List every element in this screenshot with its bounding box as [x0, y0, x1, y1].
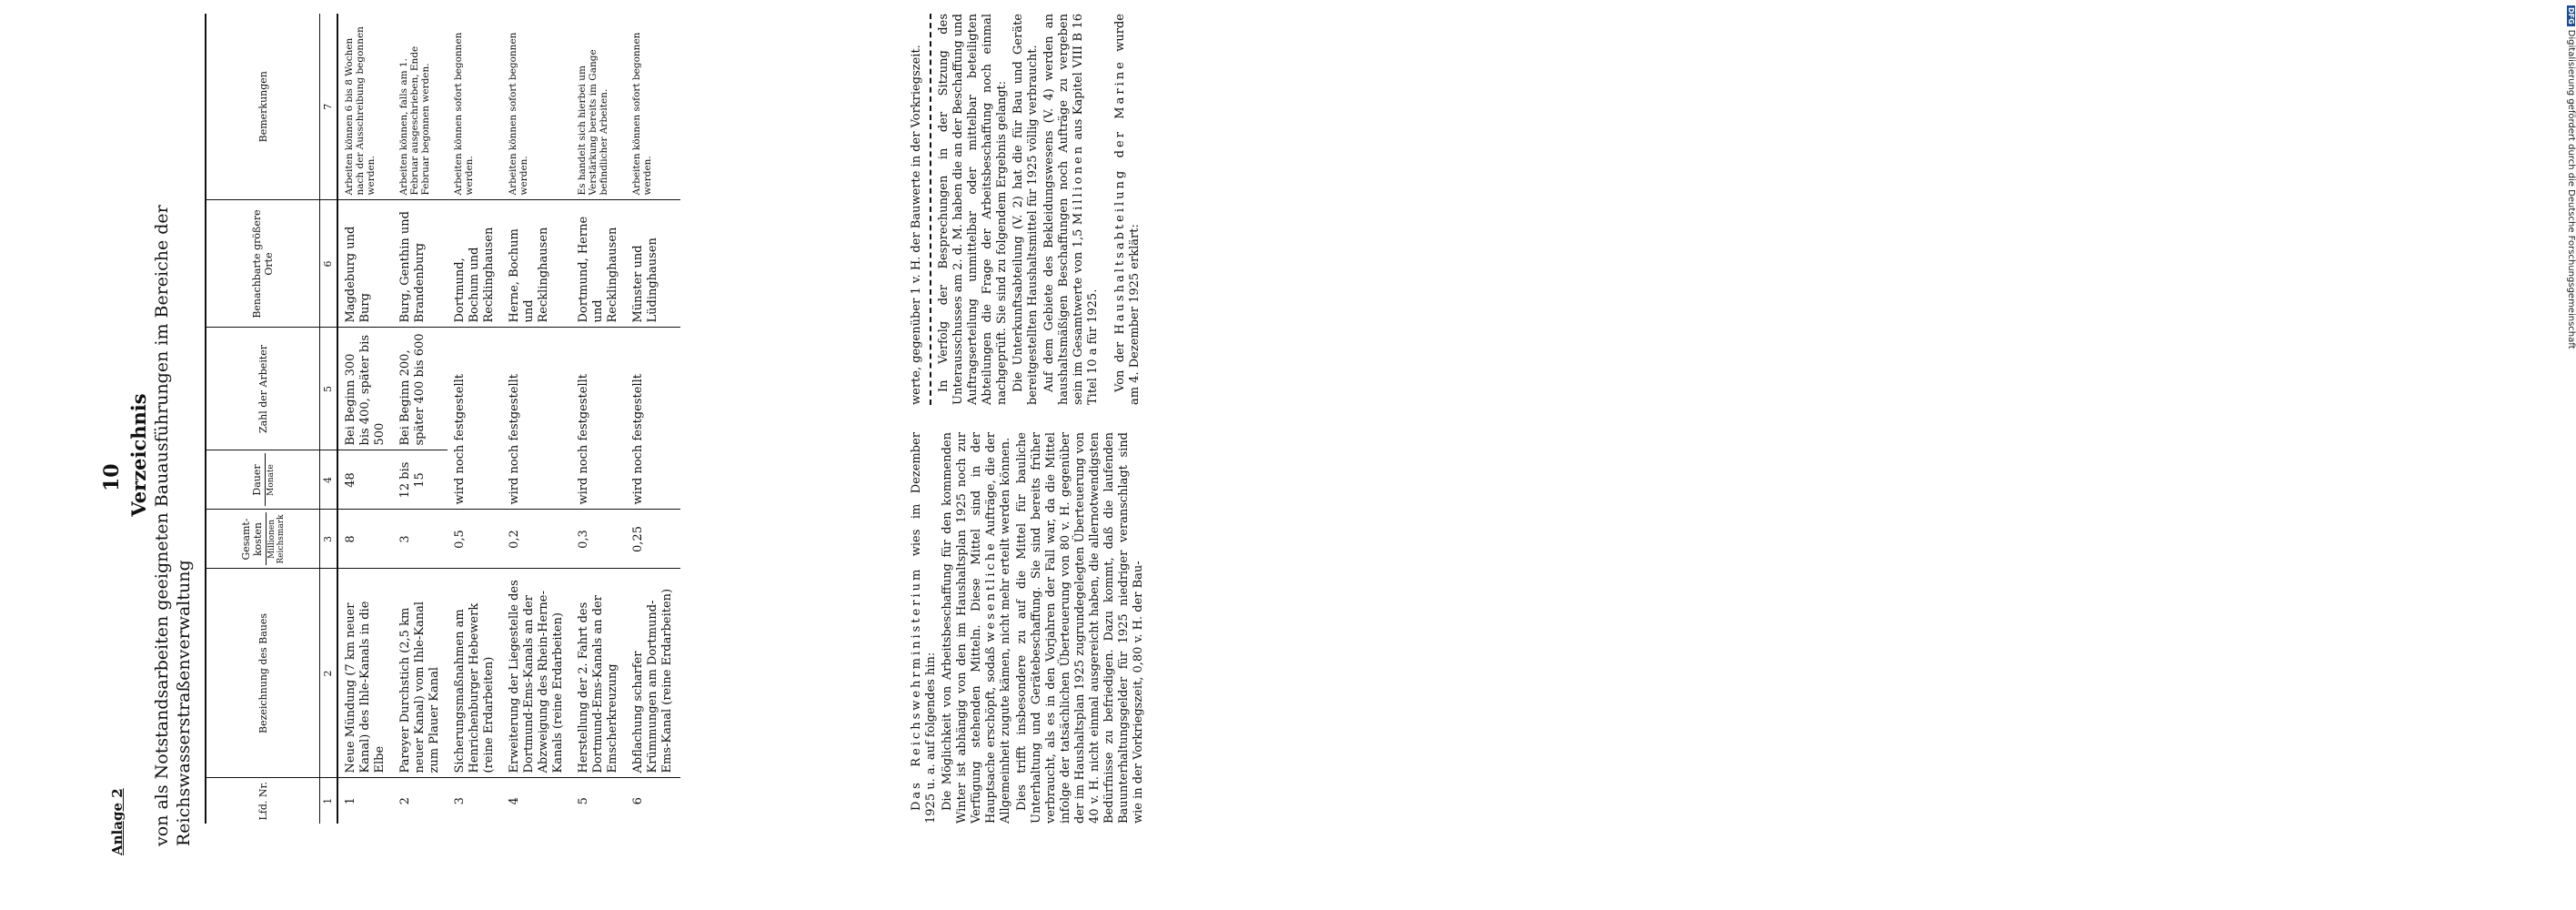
row-name: Neue Mündung (7 km neuer Kanal) des Ihle-Kanals in die Elbe	[337, 569, 393, 778]
row-name: Erweiterung der Liegestelle des Dortmund-Ems-Kanals an der Abzweigung des Rhein-Herne-Kanals (reine Erdarbeiten)	[502, 569, 571, 778]
paragraph: In Verfolg der Besprechungen in der Sitzung des Unterausschusses am 2. d. M. haben die an der Beschaffung und Auftragserteilung unmittelbar oder mittelbar beteiligten Abteilungen die Frage der Arbeitsbeschaffung noch einmal nachgeprüft. Sie sind zu folgendem Ergebnis gelangt:	[937, 14, 1009, 405]
row-cost: 0,2	[502, 510, 571, 569]
row-cost: 0,3	[571, 510, 626, 569]
table-row	[502, 14, 571, 824]
paragraph-text: Von der	[1113, 341, 1127, 392]
page-number: 10	[100, 463, 124, 491]
row-nr: 2	[398, 797, 412, 805]
paragraph-text: Die Möglichkeit von Arbeitsbeschaffung für den kommenden Winter ist abhängig von den im Haushaltsplan 1925 noch zur Verfügung stehenden Mitteln. Diese Mittel sind in der Hauptsache erschöpft, sodaß	[941, 432, 998, 824]
row-remarks: Arbeiten können sofort begonnen werden.	[626, 14, 680, 200]
paragraph	[941, 432, 1013, 824]
spaced-text: wesentliche	[984, 541, 998, 642]
paragraph-text: Auf dem Gebiete des Bekleidungswesens (V. 4) werden an haushaltsmäßigen Beschaffungen noch Aufträge zu vergeben sein im Gesamtwerte von 1,5	[1042, 14, 1085, 405]
paragraph	[1042, 14, 1101, 405]
row-duration: wird noch festgestellt	[448, 328, 502, 510]
paragraph	[910, 432, 939, 824]
works-table	[205, 14, 680, 824]
row-duration: 48	[337, 450, 393, 510]
row-cost: 8	[337, 510, 393, 569]
row-nr: 1	[344, 797, 357, 805]
row-nr: 6	[631, 797, 645, 805]
header-cost-label: Gesamt-kosten	[240, 518, 264, 561]
document-subtitle: von als Notstandsarbeiten geeigneten Bauausführungen im Bereiche der Reichswasserstraßenverwaltung	[152, 205, 194, 846]
paragraph: Die Unterkunftsabteilung (V. 2) hat die für Bau und Geräte bereitgestellten Haushaltsmittel für 1925 völlig verbraucht.	[1011, 14, 1040, 405]
row-remarks: Arbeiten können 6 bis 8 Wochen nach der Ausschreibung begonnen werden.	[337, 14, 393, 200]
header-nr: Lfd. Nr.	[206, 778, 320, 824]
table-row	[337, 14, 393, 824]
colnum: 5	[320, 328, 338, 450]
column-number-row	[320, 14, 338, 824]
row-name: Pareyer Durchstich (2,5 km neuer Kanal) vom Ihle-Kanal zum Plauer Kanal	[393, 569, 448, 778]
colnum: 3	[320, 510, 338, 569]
rotated-page	[91, 0, 1164, 910]
row-places: Magdeburg und Burg	[337, 200, 393, 328]
digitization-credit	[2566, 5, 2576, 349]
row-name: Abflachung scharfer Krümmungen am Dortmund-Ems-Kanal (reine Erdarbeiten)	[626, 569, 680, 778]
annex-label: Anlage 2	[109, 788, 126, 855]
paragraph-text: wies im Dezember 1925 u. a. auf folgendes hin:	[910, 432, 938, 824]
row-cost: 3	[393, 510, 448, 569]
body-text-left-column	[910, 432, 1148, 824]
row-duration: wird noch festgestellt	[571, 328, 626, 510]
row-workers: Bei Beginn 300 bis 400, später bis 500	[337, 328, 393, 450]
digitization-sidebar	[1277, 0, 2576, 910]
paragraph-text: aus Kapitel VIII B 16 Titel 10 a für 1925.	[1072, 14, 1100, 405]
row-places: Dortmund, Herne und Recklinghausen	[571, 200, 626, 328]
row-nr: 3	[453, 797, 467, 805]
header-cost	[206, 510, 320, 569]
row-name: Sicherungsmaßnahmen am Henrichenburger Hebewerk (reine Erdarbeiten)	[448, 569, 502, 778]
paragraph: Dies trifft insbesondere zu auf die Mittel für bauliche Unterhaltung und Gerätebeschaffung. Sie sind bereits früher verbraucht, als es in den Vorjahren der Fall war, da die Mittel infolge der tatsächlichen Überteuerung von 80 v. H. gegenüber der im Haushaltsplan 1925 zugrundegelegten Überteuerung von 40 v. H. nicht einmal ausgereicht haben, die allernotwendigsten Bedürfnisse zu befriedigen. Dazu kommt, daß die laufenden Bauunterhaltungsgelder für 1925 niedriger veranschlagt sind wie in der Vorkriegszeit, 0,80 v. H. der Bau-	[1015, 432, 1145, 824]
row-duration: 12 bis 15	[393, 450, 448, 510]
row-places: Münster und Lüdinghausen	[626, 200, 680, 328]
header-duration-label: Dauer	[250, 464, 263, 496]
document-title: Verzeichnis	[127, 393, 150, 517]
row-cost: 0,25	[626, 510, 680, 569]
spaced-text: Das Reichswehrministerium	[910, 566, 923, 811]
colnum: 4	[320, 450, 338, 510]
header-places: Benachbarte größere Orte	[206, 200, 320, 328]
header-remarks: Bemerkungen	[206, 14, 320, 200]
row-remarks: Arbeiten können sofort begonnen werden.	[502, 14, 571, 200]
row-name: Herstellung der 2. Fahrt des Dortmund-Ems-Kanals an der Emscherkreuzung	[571, 569, 626, 778]
header-workers: Zahl der Arbeiter	[206, 328, 320, 450]
table-row	[393, 14, 448, 824]
row-places: Herne, Bochum und Recklinghausen	[502, 200, 571, 328]
row-remarks: Arbeiten können, falls am 1. Februar ausgeschrieben, Ende Februar begonnen werden.	[393, 14, 448, 200]
row-duration: wird noch festgestellt	[502, 328, 571, 510]
paragraph-text: Aufträge, die der Allgemeinheit zugute kämen, nicht mehr erteilt werden können.	[984, 431, 1012, 824]
row-nr: 5	[577, 797, 590, 805]
spaced-text: Millionen	[1072, 143, 1085, 226]
table-row	[448, 14, 502, 824]
row-cost: 0,5	[448, 510, 502, 569]
header-duration	[206, 450, 320, 510]
credit-text: Digitalisierung gefördert durch die Deutsche Forschungsgemeinschaft	[2566, 29, 2576, 349]
dashed-divider	[930, 14, 931, 405]
row-nr: 4	[508, 797, 521, 805]
row-remarks: Arbeiten können sofort begonnen werden.	[448, 14, 502, 200]
row-places: Dortmund, Bochum und Recklinghausen	[448, 200, 502, 328]
header-duration-unit: Monate	[265, 454, 276, 507]
row-duration: wird noch festgestellt	[626, 328, 680, 510]
colnum: 7	[320, 14, 338, 200]
table-row	[571, 14, 626, 824]
paragraph	[1113, 14, 1142, 405]
row-workers: Bei Beginn 200, später 400 bis 600	[393, 328, 448, 450]
body-text-right-column	[910, 14, 1144, 405]
spaced-text: Haushaltsabteilung der Marine	[1113, 59, 1127, 335]
dfg-logo: DFG	[2567, 7, 2575, 25]
header-name: Bezeichnung des Baues	[206, 569, 320, 778]
paragraph-text: wurde am 4. Dezember 1925 erklärt:	[1113, 14, 1142, 405]
header-cost-unit: Millionen Reichsmark	[267, 514, 286, 564]
row-places: Burg, Genthin und Brandenburg	[393, 200, 448, 328]
table-header-row	[206, 14, 320, 824]
colnum: 1	[320, 778, 338, 824]
colnum: 2	[320, 569, 338, 778]
paragraph: werte, gegenüber 1 v. H. der Bauwerte in der Vorkriegszeit.	[910, 45, 923, 405]
table-row	[626, 14, 680, 824]
row-remarks: Es handelt sich hierbei um Verstärkung bereits im Gange befindlicher Arbeiten.	[571, 14, 626, 200]
colnum: 6	[320, 200, 338, 328]
